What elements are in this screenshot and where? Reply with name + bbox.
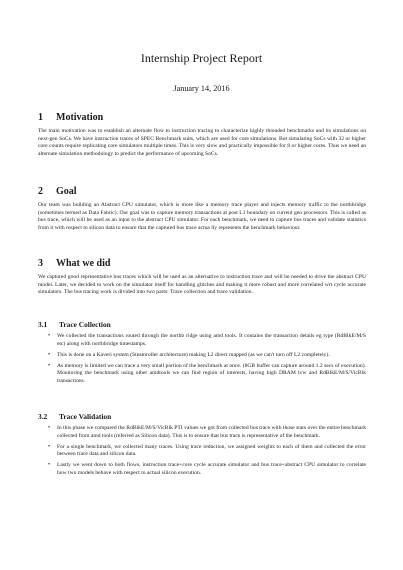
bullet-icon: • bbox=[48, 443, 51, 450]
list-item bbox=[48, 333, 366, 348]
section-number: 1 bbox=[38, 112, 43, 123]
list-item bbox=[48, 462, 366, 477]
bullet-icon: • bbox=[48, 333, 51, 339]
list-item-text: For a single benchmark, we collected many traces. Using trace reduction, we assigned weights to each of them and collected the error between trace data and silicon data. bbox=[57, 443, 366, 458]
list-item bbox=[48, 352, 366, 360]
report-date: January 14, 2016 bbox=[173, 84, 230, 93]
section-title: What we did bbox=[56, 258, 111, 269]
section-paragraph-goal: Our team was building an Abstract CPU simulator, which is more like a memory trace player and injects memory traffic to the northbridge (sometimes termed as Data Fabric). Our goal was to capture memory transactions at post L1 boundary on current gen processors. This is called as bus trace, which will be used as an input to the abstract CPU simulator. For each benchmark, we need to capture bus traces and validate statistics from it with respect to silicon data to ensure that the captured bus trace actua lly represents the benchmark behaviour. bbox=[38, 202, 366, 231]
list-item bbox=[48, 425, 366, 440]
list-item-text: Lastly we went down to both flows, instruction trace+core cycle accurate simulator and bus trace+abstract CPU simulator to correlate how two models behave with respect to actual silicon execution. bbox=[57, 462, 366, 476]
subsection-title: Trace Validation bbox=[59, 412, 112, 421]
section-paragraph-what-we-did: We captured good representative bus traces which will be used as an alternative to instruction trace and will be needed to drive the abstract CPU model. Later, we decided to work on the simulator itself for handling glitches and making it more robust and more correlated wrt cycle accurate simulators. The bus tracing work is divided into two parts: Trace collection and trace validation. bbox=[38, 274, 366, 296]
report-title: Internship Project Report bbox=[140, 51, 263, 65]
bullet-icon: • bbox=[48, 362, 51, 369]
section-paragraph-motivation: The main motivation was to establish an alternate flow to instruction tracing to characterize highly threaded benchmarks and its simulations on next-gen SoCs. We have instruction traces of SPEC Benchmark suits, which are used for core simulations. But simulating SoCs with 32 or higher core counts require replicating core simulators multiple times. This is very slow and practically impossible for 8 or higher cores. Thus we need an alternate simulation methodology to predict the performance of upcoming SoCs. bbox=[38, 128, 366, 157]
section-heading-what-we-did bbox=[38, 258, 110, 270]
subsection-heading-trace-validation bbox=[38, 412, 111, 421]
section-heading-goal bbox=[38, 186, 77, 198]
trace-validation-list bbox=[48, 425, 366, 481]
subsection-title: Trace Collection bbox=[59, 320, 111, 329]
trace-collection-list bbox=[48, 333, 366, 389]
section-title: Goal bbox=[56, 186, 77, 197]
bullet-icon: • bbox=[48, 425, 51, 431]
list-item bbox=[48, 363, 366, 386]
list-item-text: This is done on a Kaveri system (Steamroller architecture) making L2 direct mapped (as we can't turn off L2 completely). bbox=[57, 351, 330, 358]
subsection-heading-trace-collection bbox=[38, 320, 111, 329]
list-item-text: As memory is limited we can trace a very small portion of the benchmark at once. (8GB buffer can capture around 1.2 secs of execution). Monitoring the benchmark using other amdtools we can find region of interests, having high DRAM b/w and RdBlkE/M/S/VicBlk transactions. bbox=[57, 362, 366, 384]
list-item bbox=[48, 444, 366, 459]
section-number: 2 bbox=[38, 186, 43, 197]
bullet-icon: • bbox=[48, 351, 51, 358]
section-number: 3 bbox=[38, 258, 43, 269]
subsection-number: 3.1 bbox=[38, 320, 48, 329]
section-title: Motivation bbox=[56, 112, 104, 123]
bullet-icon: • bbox=[48, 462, 51, 469]
list-item-text: In this phase we compared the RdBlkE/M/S/VicBlk PTI values we got from collected bus trace with those stats over the entire benchmark collected from amd tools (referred as Silicon data). This is to ensure that bus trace is representative of the benchmark. bbox=[57, 425, 366, 439]
list-item-text: We collected the transactions routed through the northb ridge using amd tools. It contains the transaction details eg type (RdBlkE/M/S etc) along with northbridge timestamps. bbox=[57, 333, 366, 347]
subsection-number: 3.2 bbox=[38, 412, 48, 421]
section-heading-motivation bbox=[38, 112, 103, 124]
